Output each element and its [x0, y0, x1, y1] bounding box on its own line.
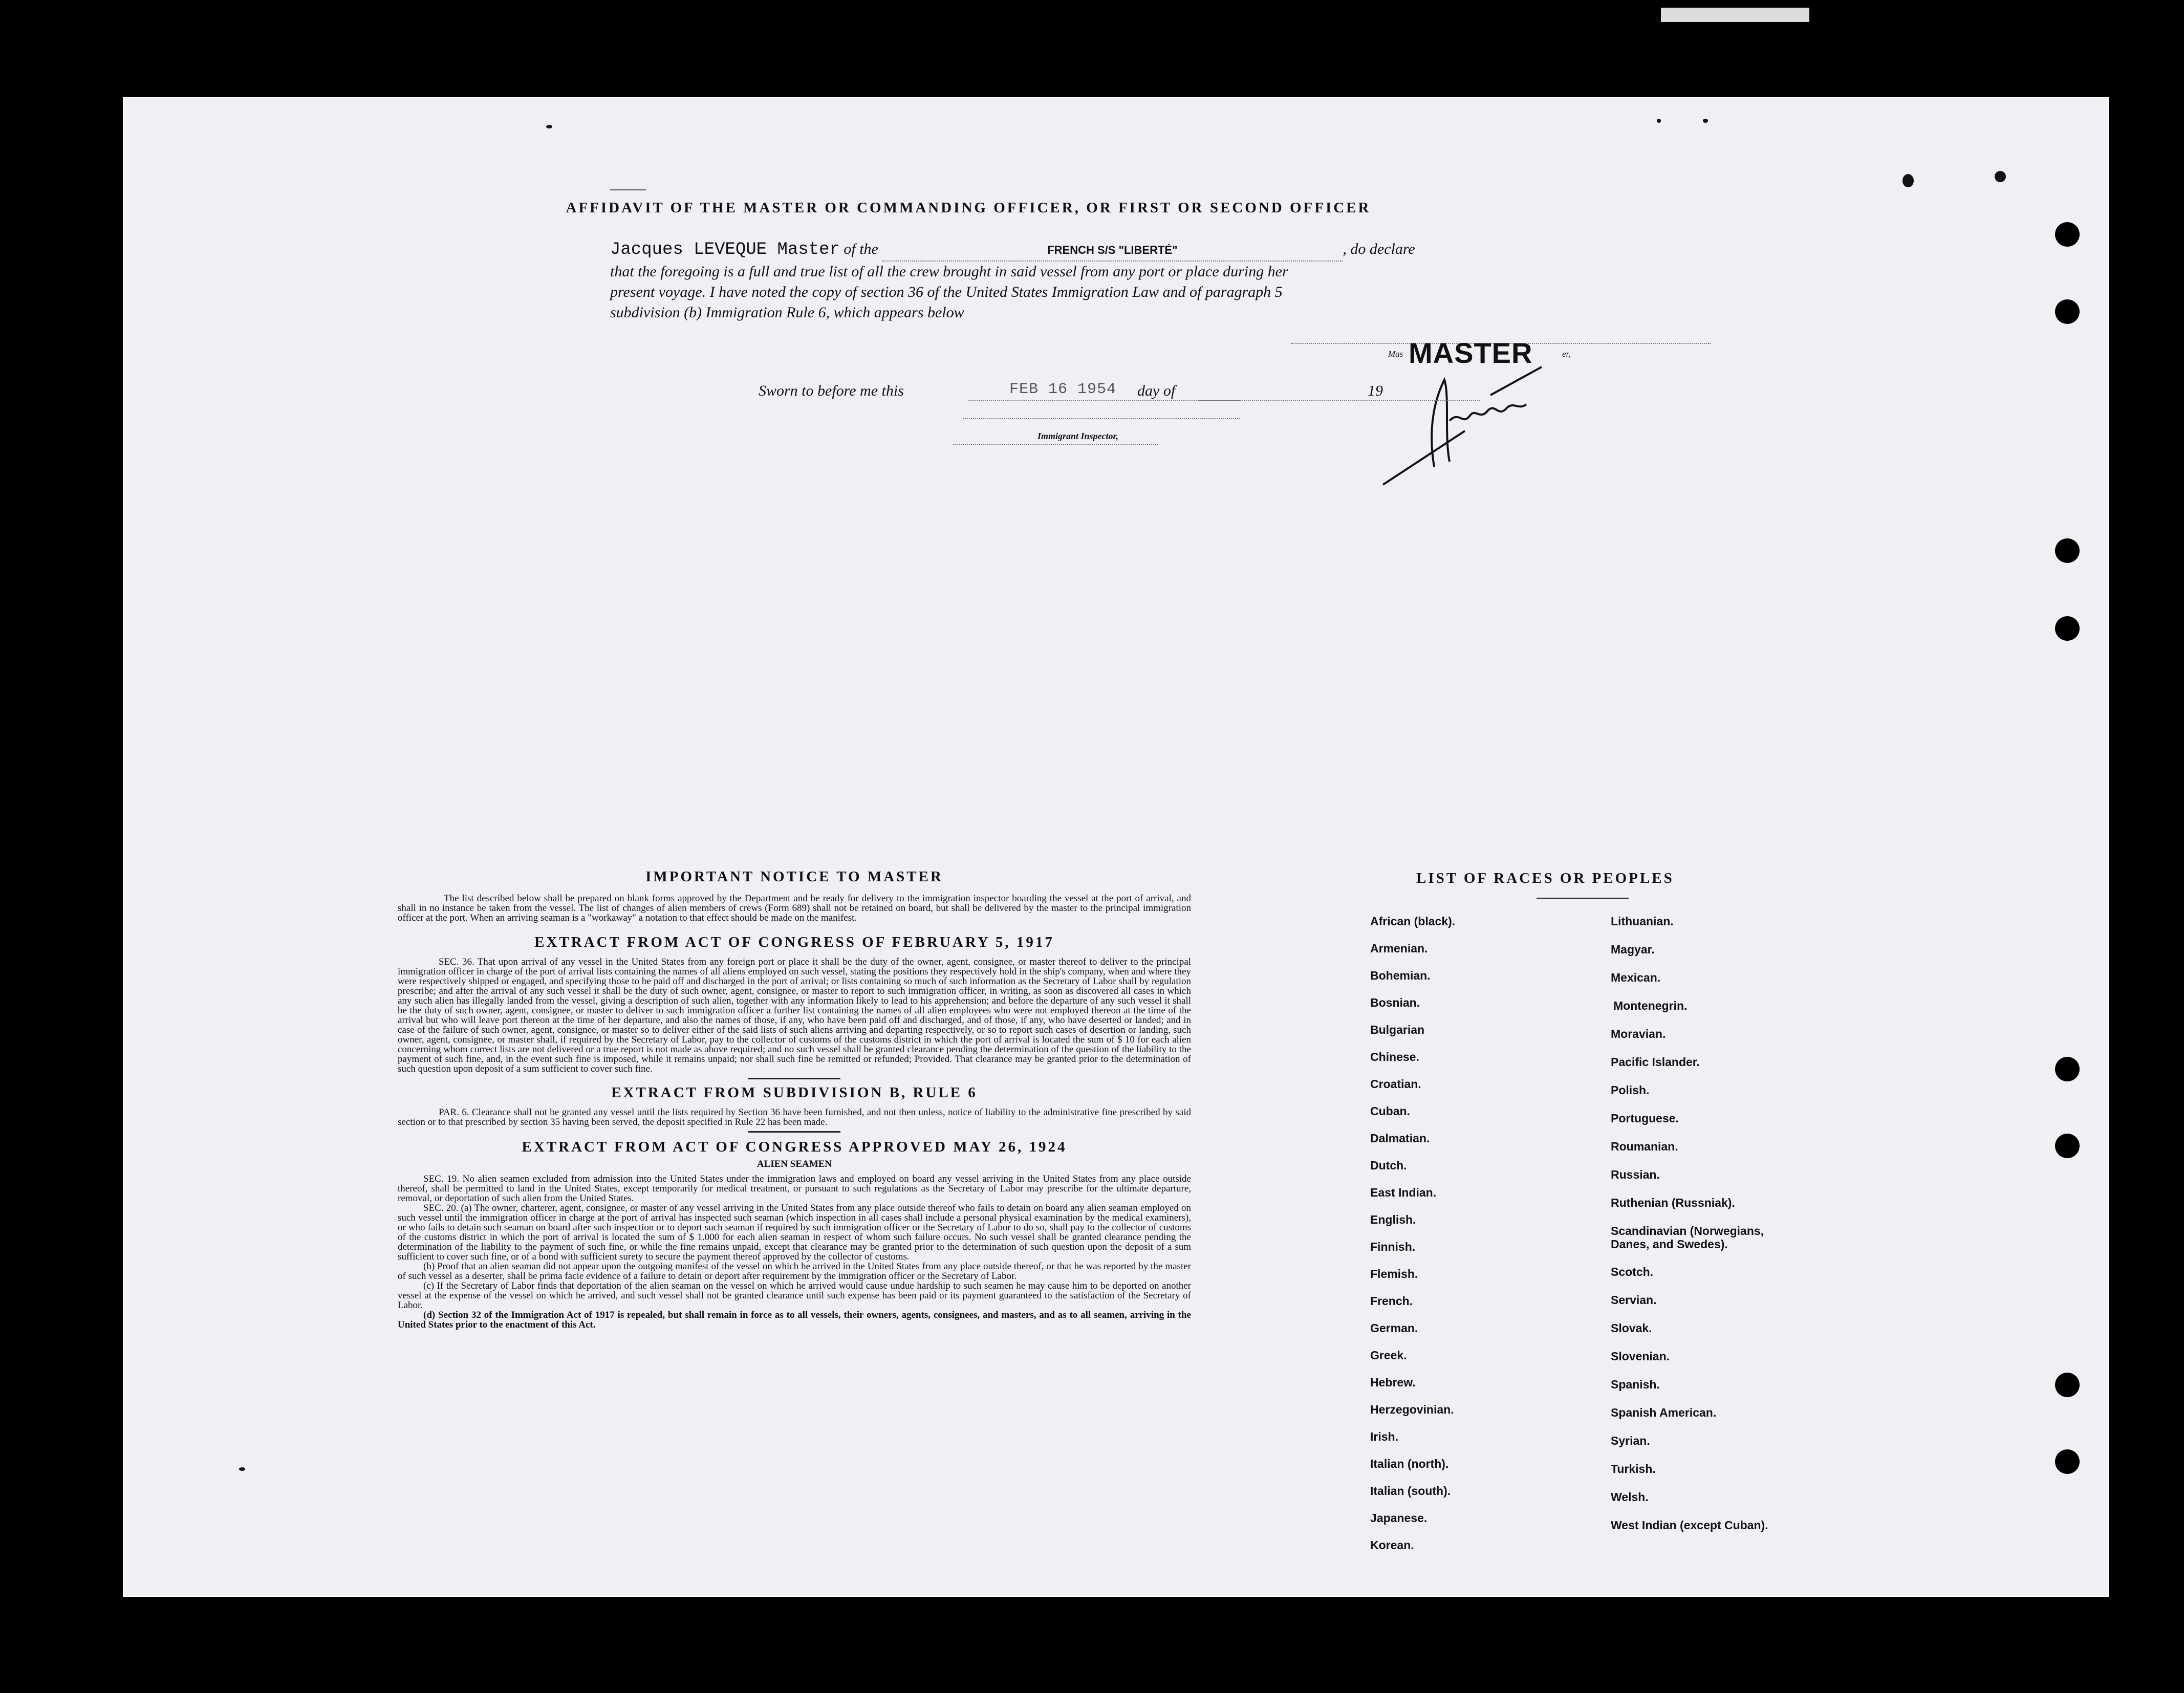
divider-1917 [748, 1078, 840, 1079]
ink-speck [239, 1467, 245, 1471]
date-stamp: FEB 16 1954 [1009, 381, 1117, 398]
extract-1924-para-2: SEC. 20. (a) The owner, charterer, agent, consignee, or master of any vessel arriving in the United States from any place outside thereof who fails to detain on board any alien seaman employed on such vessel until the immigration officer in charge at the port of arrival has inspected such seaman (which inspection in all cases shall include a personal physical examination by the medical examiners), or who fails to detain such seaman on board after such inspection or to deport such seaman if required by such immigration officer or the Secretary of Labor to do so, shall pay to the collector of customs of the customs district in which the port of arrival is located the sum of $ 1.000 for each alien seaman in respect of whom such failure occurs. No such vessel shall be granted clearance pending the determination of the liability to the payment of such fine, or while the fine remains unpaid, except that clearance may be granted prior to the determination of such question upon the deposit of a sum sufficient to cover such fine, or of a bond with sufficient surety to secure the payment thereof approved by the collector of customs. [398, 1203, 1191, 1262]
extract-1924-para-3: (b) Proof that an alien seaman did not appear upon the outgoing manifest of the vessel on which he arrived in the United States from any place outside thereof, or that he was reported by the master of such vessel as a deserter, shall be prima facie evidence of a failure to detain or deport after requirement by the immigration officer or the Secretary of Labor. [398, 1261, 1191, 1282]
race-italian-north: Italian (north). [1370, 1457, 1449, 1470]
race-ruthenian: Ruthenian (Russniak). [1611, 1196, 1735, 1209]
race-dalmatian: Dalmatian. [1370, 1132, 1430, 1145]
race-croatian: Croatian. [1370, 1077, 1421, 1091]
race-chinese: Chinese. [1370, 1050, 1419, 1063]
ink-speck [546, 125, 552, 128]
race-moravian: Moravian. [1611, 1027, 1666, 1040]
master-caption-right: er, [1562, 349, 1571, 359]
race-mexican: Mexican. [1611, 971, 1661, 984]
race-roumanian: Roumanian. [1611, 1140, 1678, 1153]
punch-hole [2055, 1134, 2080, 1158]
extract-1924-para-1: SEC. 19. No alien seamen excluded from admission into the United States under the immigration laws and employed on board any vessel arriving in the United States from any place outside thereof, shall be permitted to land in the United States, except temporarily for medical treatment, or pursuant to such regulations as the Secretary of Labor may prescribe for the ultimate departure, removal, or deportation of such alien from the United States. [398, 1174, 1191, 1204]
inspector-line-1 [963, 418, 1240, 419]
year-prefix: 19 [1368, 382, 1383, 399]
race-montenegrin: Montenegrin. [1613, 999, 1688, 1012]
race-west-indian: West Indian (except Cuban). [1611, 1518, 1768, 1532]
affidavit-line-4: subdivision (b) Immigration Rule 6, which appears below [610, 304, 964, 321]
extract-1917-body: SEC. 36. That upon arrival of any vessel in the United States from any foreign port or place it shall be the duty of the owner, agent, consignee, or master thereof to deliver to the principal immigration officer in charge of the port of arrival lists containing the names of all aliens employed on such vessel, stating the positions they respectively hold in the ship's company, when and where they were respectively shipped or engaged, and specifying those to be paid off and discharged in the port of arrival; or lists containing so much of such information as the Secretary of Labor shall by regulation prescribe; and after the arrival of any such vessel it shall be the duty of such owner, agent, consignee, or master to report to such immigration officer, in writing, as soon as discovered all cases in which any such alien has illegally landed from the vessel, giving a description of such alien, together with any information likely to lead to his apprehension; and before the departure of any such vessel it shall be the duty of such owner, agent, consignee, or master to deliver to such immigration officer a further list containing the names of all alien employees who were not employed thereon at the time of the arrival but who will leave port thereon at the time of her departure, and also the names of those, if any, who have been paid off and discharged, and of those, if any, who have deserted or landed; and in case of the failure of such owner, agent, consignee, or master so to deliver either of the said lists of such aliens arriving and departing respectively, or so to report such cases of desertion or landing, such owner, agent, consignee, or master shall, if required by the Secretary of Labor, pay to the collector of customs of the customs district in which the port of arrival is located the sum of $ 10 for each alien concerning whom correct lists are not delivered or a true report is not made as above required; and no such vessel shall be granted clearance pending the determination of the question of the liability to the payment of such fine, and, in the event such fine is imposed, while it remains unpaid; nor shall such fine be remitted or refunded; Provided. That clearance may be granted prior to the determination of such question upon deposit of a sum sufficient to cover such fine. [398, 957, 1191, 1074]
scanner-tab [1661, 8, 1809, 22]
notice-title: IMPORTANT NOTICE TO MASTER [645, 869, 943, 885]
race-spanish: Spanish. [1611, 1378, 1660, 1391]
vessel-name: FRENCH S/S "LIBERTÉ" [882, 240, 1343, 262]
race-armenian: Armenian. [1370, 942, 1428, 955]
race-russian: Russian. [1611, 1168, 1660, 1181]
punch-hole [2055, 222, 2080, 247]
race-syrian: Syrian. [1611, 1434, 1650, 1447]
extract-1924-subtitle: ALIEN SEAMEN [756, 1159, 832, 1169]
ink-speck [1995, 171, 2006, 182]
do-declare-label: , do declare [1343, 241, 1415, 257]
punch-hole [2055, 538, 2080, 563]
ink-speck [1657, 119, 1661, 123]
extract-rule6-body: PAR. 6. Clearance shall not be granted any vessel until the lists required by Section 36 have been furnished, and not then unless, notice of liability to the administrative fine prescribed by said section or to that prescribed by section 35 having been served, the deposit specified in Rule 22 has been made. [398, 1107, 1191, 1127]
race-portuguese: Portuguese. [1611, 1112, 1679, 1125]
race-scotch: Scotch. [1611, 1265, 1654, 1278]
affidavit-line-3: present voyage. I have noted the copy of section 36 of the United States Immigration Law and of paragraph 5 [610, 284, 1283, 300]
ink-speck [1902, 174, 1914, 187]
document-sheet [123, 97, 2109, 1597]
race-french: French. [1370, 1294, 1413, 1308]
sworn-label: Sworn to before me this [759, 382, 904, 399]
month-line [1199, 400, 1480, 401]
race-italian-south: Italian (south). [1370, 1484, 1451, 1497]
race-flemish: Flemish. [1370, 1267, 1418, 1280]
inspector-line-2 [953, 444, 1158, 445]
ink-speck [1703, 119, 1708, 123]
race-english: English. [1370, 1213, 1416, 1226]
extract-1917-title: EXTRACT FROM ACT OF CONGRESS OF FEBRUARY 5, 1917 [534, 934, 1054, 950]
race-pacific-islander: Pacific Islander. [1611, 1055, 1700, 1069]
race-dutch: Dutch. [1370, 1159, 1407, 1172]
race-japanese: Japanese. [1370, 1511, 1428, 1525]
of-the-label: of the [844, 241, 878, 257]
extract-1924-para-4: (c) If the Secretary of Labor finds that deportation of the alien seaman on the vessel on which he arrived would cause undue hardship to such seamen he may cause him to be deported on another vessel at the expense of the vessel on which he arrived, and such vessel shall not be granted clearance until such expense has been paid or its payment guaranteed to the satisfaction of the Secretary of Labor. [398, 1280, 1191, 1311]
inspector-label: Immigrant Inspector, [1037, 431, 1119, 441]
race-greek: Greek. [1370, 1349, 1407, 1362]
race-herzegovinian: Herzegovinian. [1370, 1403, 1454, 1416]
race-magyar: Magyar. [1611, 943, 1655, 956]
race-lithuanian: Lithuanian. [1611, 915, 1674, 928]
divider-rule6 [748, 1131, 840, 1133]
race-spanish-american: Spanish American. [1611, 1406, 1717, 1419]
race-cuban: Cuban. [1370, 1104, 1410, 1118]
race-welsh: Welsh. [1611, 1490, 1649, 1504]
race-turkish: Turkish. [1611, 1462, 1656, 1475]
race-german: German. [1370, 1321, 1418, 1335]
affidavit-line-2: that the foregoing is a full and true list of all the crew brought in said vessel from any port or place during her [610, 263, 1288, 280]
ink-mark [610, 189, 646, 190]
notice-body: The list described below shall be prepared on blank forms approved by the Department and be ready for delivery to the immigration inspector boarding the vessel at the port of arrival, and shall in no instance be taken from the vessel. The list of changes of alien members of crews (Form 689) shall not be retained on board, but shall be delivered by the master to the principal immigration officer at the port. When an arriving seaman is a "workaway" a notation to that effect should be made on the manifest. [398, 893, 1191, 923]
race-finnish: Finnish. [1370, 1240, 1416, 1253]
race-bulgarian: Bulgarian [1370, 1023, 1425, 1036]
affidavit-block [610, 239, 1746, 323]
extract-1924-para-5: (d) Section 32 of the Immigration Act of 1917 is repealed, but shall remain in force as to all vessels, their owners, agents, consignees, and masters, and as to all seamen, arriving in the United States prior to the enactment of this Act. [398, 1310, 1191, 1330]
races-title-underline [1537, 898, 1629, 899]
punch-hole [2055, 616, 2080, 641]
affidavit-title: AFFIDAVIT OF THE MASTER OR COMMANDING OFFICER, OR FIRST OR SECOND OFFICER [566, 200, 1371, 216]
master-caption-left: Mas [1388, 349, 1403, 359]
race-korean: Korean. [1370, 1538, 1414, 1552]
race-scandinavian: Scandinavian (Norwegians, Danes, and Swedes). [1611, 1224, 1764, 1251]
race-east-indian: East Indian. [1370, 1186, 1437, 1199]
notice-column [398, 869, 1191, 1330]
punch-hole [2055, 299, 2080, 324]
races-title: LIST OF RACES OR PEOPLES [1416, 870, 1674, 886]
race-bosnian: Bosnian. [1370, 996, 1420, 1009]
race-bohemian: Bohemian. [1370, 969, 1431, 982]
race-polish: Polish. [1611, 1083, 1650, 1097]
race-african: African (black). [1370, 915, 1456, 928]
punch-hole [2055, 1449, 2080, 1474]
punch-hole [2055, 1057, 2080, 1081]
race-irish: Irish. [1370, 1430, 1398, 1443]
master-name: Jacques LEVEQUE Master [610, 240, 840, 259]
race-slovak: Slovak. [1611, 1321, 1652, 1335]
extract-rule6-title: EXTRACT FROM SUBDIVISION B, RULE 6 [611, 1084, 978, 1101]
day-of-label: day of [1137, 382, 1176, 399]
punch-hole [2055, 1373, 2080, 1397]
race-servian: Servian. [1611, 1293, 1657, 1307]
race-slovenian: Slovenian. [1611, 1350, 1670, 1363]
race-hebrew: Hebrew. [1370, 1376, 1416, 1389]
master-signature [1373, 359, 1567, 492]
master-stamp: MASTER [1409, 337, 1533, 369]
extract-1924-title: EXTRACT FROM ACT OF CONGRESS APPROVED MAY 26, 1924 [522, 1139, 1067, 1155]
